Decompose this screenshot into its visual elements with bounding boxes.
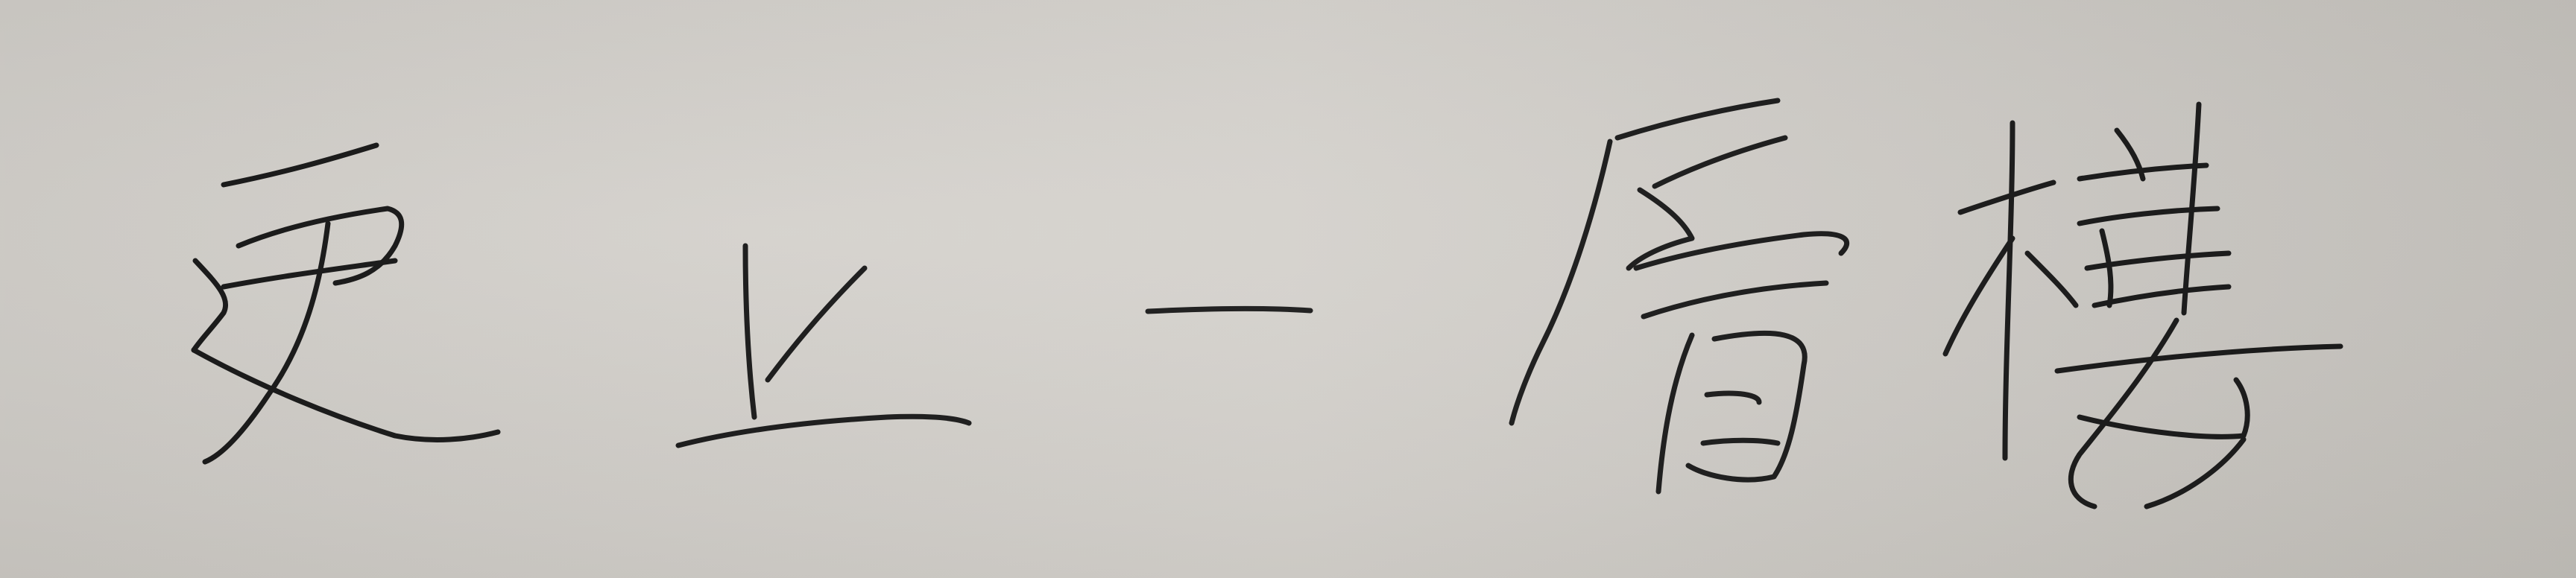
character-lou: [1945, 104, 2340, 506]
character-yi: [1148, 308, 1310, 311]
character-ceng: [1512, 101, 1847, 492]
character-geng: [194, 145, 498, 462]
character-shang: [678, 246, 969, 445]
